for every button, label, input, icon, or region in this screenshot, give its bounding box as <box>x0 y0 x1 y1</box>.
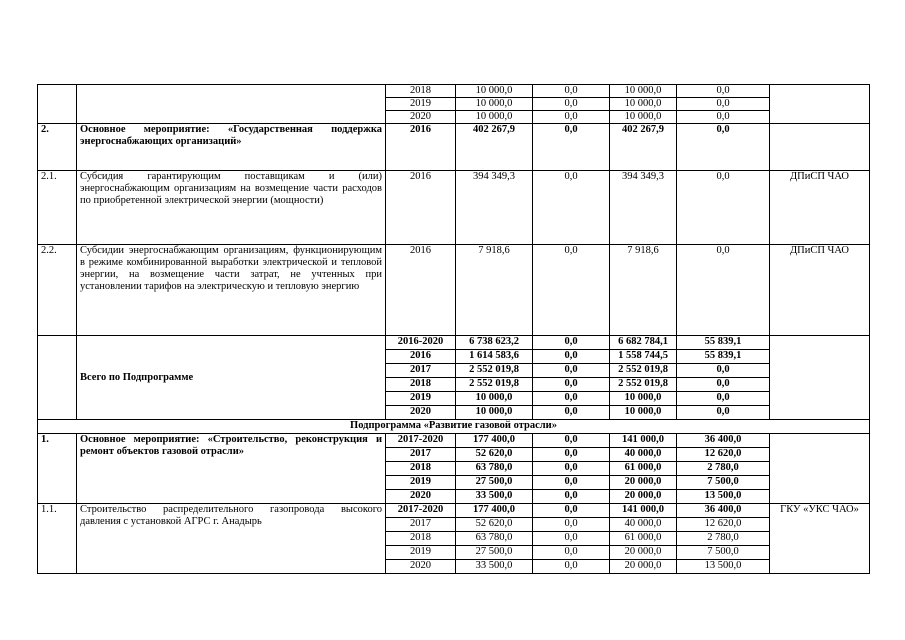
regional-cell: 61 000,0 <box>610 462 677 476</box>
other-cell: 0,0 <box>677 406 770 420</box>
total-cell: 2 552 019,8 <box>456 378 533 392</box>
name-cell <box>77 85 386 124</box>
total-cell: 52 620,0 <box>456 518 533 532</box>
total-cell: 27 500,0 <box>456 476 533 490</box>
year-cell: 2018 <box>386 532 456 546</box>
other-cell: 0,0 <box>677 111 770 124</box>
responsible-cell <box>770 336 870 420</box>
year-cell: 2016 <box>386 171 456 245</box>
federal-cell: 0,0 <box>533 518 610 532</box>
regional-cell: 2 552 019,8 <box>610 364 677 378</box>
budget-table-page <box>37 84 869 574</box>
federal-cell: 0,0 <box>533 98 610 111</box>
item-number: 2.1. <box>38 171 77 245</box>
total-cell: 52 620,0 <box>456 448 533 462</box>
federal-cell: 0,0 <box>533 336 610 350</box>
total-cell: 177 400,0 <box>456 504 533 518</box>
regional-cell: 394 349,3 <box>610 171 677 245</box>
total-cell: 33 500,0 <box>456 490 533 504</box>
federal-cell: 0,0 <box>533 448 610 462</box>
other-cell: 0,0 <box>677 124 770 171</box>
regional-cell: 10 000,0 <box>610 406 677 420</box>
federal-cell: 0,0 <box>533 85 610 98</box>
item-number: 2. <box>38 124 77 171</box>
other-cell: 0,0 <box>677 98 770 111</box>
federal-cell: 0,0 <box>533 560 610 574</box>
federal-cell: 0,0 <box>533 462 610 476</box>
year-cell: 2018 <box>386 378 456 392</box>
budget-table <box>37 84 870 574</box>
year-cell: 2020 <box>386 111 456 124</box>
responsible-cell <box>770 434 870 504</box>
other-cell: 36 400,0 <box>677 434 770 448</box>
total-cell: 6 738 623,2 <box>456 336 533 350</box>
other-cell: 7 500,0 <box>677 476 770 490</box>
federal-cell: 0,0 <box>533 532 610 546</box>
item-number: 1. <box>38 434 77 504</box>
other-cell: 13 500,0 <box>677 560 770 574</box>
regional-cell: 141 000,0 <box>610 504 677 518</box>
federal-cell: 0,0 <box>533 245 610 336</box>
year-cell: 2017 <box>386 364 456 378</box>
federal-cell: 0,0 <box>533 111 610 124</box>
federal-cell: 0,0 <box>533 504 610 518</box>
year-cell: 2020 <box>386 490 456 504</box>
total-cell: 2 552 019,8 <box>456 364 533 378</box>
regional-cell: 61 000,0 <box>610 532 677 546</box>
year-cell: 2019 <box>386 98 456 111</box>
responsible-cell <box>770 124 870 171</box>
regional-cell: 7 918,6 <box>610 245 677 336</box>
regional-cell: 10 000,0 <box>610 85 677 98</box>
table-row <box>38 245 870 336</box>
total-cell: 63 780,0 <box>456 462 533 476</box>
total-cell: 1 614 583,6 <box>456 350 533 364</box>
regional-cell: 40 000,0 <box>610 518 677 532</box>
year-cell: 2020 <box>386 560 456 574</box>
other-cell: 0,0 <box>677 245 770 336</box>
year-cell: 2019 <box>386 392 456 406</box>
responsible-cell <box>770 85 870 124</box>
federal-cell: 0,0 <box>533 350 610 364</box>
regional-cell: 2 552 019,8 <box>610 378 677 392</box>
year-cell: 2020 <box>386 406 456 420</box>
subtotal-row <box>38 336 870 350</box>
year-cell: 2016 <box>386 350 456 364</box>
num-cell <box>38 336 77 420</box>
table-row <box>38 124 870 171</box>
total-cell: 10 000,0 <box>456 85 533 98</box>
total-cell: 7 918,6 <box>456 245 533 336</box>
year-cell: 2017-2020 <box>386 504 456 518</box>
other-cell: 55 839,1 <box>677 350 770 364</box>
responsible-cell: ГКУ «УКС ЧАО» <box>770 504 870 574</box>
num-cell <box>38 85 77 124</box>
other-cell: 2 780,0 <box>677 532 770 546</box>
federal-cell: 0,0 <box>533 546 610 560</box>
total-cell: 10 000,0 <box>456 392 533 406</box>
total-cell: 394 349,3 <box>456 171 533 245</box>
item-name: Основное мероприятие: «Государственная поддержка энергоснабжающих организаций» <box>77 124 386 171</box>
other-cell: 7 500,0 <box>677 546 770 560</box>
regional-cell: 1 558 744,5 <box>610 350 677 364</box>
year-cell: 2017 <box>386 448 456 462</box>
section-header-row <box>38 420 870 434</box>
year-cell: 2018 <box>386 462 456 476</box>
item-name: Строительство распределительного газопровода высокого давления с установкой АГРС г. Анадырь <box>77 504 386 574</box>
federal-cell: 0,0 <box>533 364 610 378</box>
year-cell: 2017 <box>386 518 456 532</box>
other-cell: 12 620,0 <box>677 448 770 462</box>
year-cell: 2016 <box>386 124 456 171</box>
item-name: Субсидия гарантирующим поставщикам и (или) энергоснабжающим организациям на возмещение части расходов по приобретенной электрической энергии (мощности) <box>77 171 386 245</box>
year-cell: 2019 <box>386 546 456 560</box>
responsible-cell: ДПиСП ЧАО <box>770 245 870 336</box>
federal-cell: 0,0 <box>533 476 610 490</box>
total-cell: 177 400,0 <box>456 434 533 448</box>
regional-cell: 20 000,0 <box>610 490 677 504</box>
regional-cell: 10 000,0 <box>610 111 677 124</box>
regional-cell: 20 000,0 <box>610 546 677 560</box>
regional-cell: 6 682 784,1 <box>610 336 677 350</box>
year-cell: 2016 <box>386 245 456 336</box>
year-cell: 2016-2020 <box>386 336 456 350</box>
regional-cell: 20 000,0 <box>610 560 677 574</box>
section-title: Подпрограмма «Развитие газовой отрасли» <box>38 420 870 434</box>
other-cell: 0,0 <box>677 171 770 245</box>
total-cell: 27 500,0 <box>456 546 533 560</box>
federal-cell: 0,0 <box>533 490 610 504</box>
total-cell: 10 000,0 <box>456 98 533 111</box>
item-number: 1.1. <box>38 504 77 574</box>
other-cell: 13 500,0 <box>677 490 770 504</box>
other-cell: 0,0 <box>677 392 770 406</box>
item-name: Субсидии энергоснабжающим организациям, функционирующим в режиме комбинированной выработки электрической и тепловой энергии, на возмещение части затрат, не учтенных при установлении тарифов на электрическую и тепловую энергию <box>77 245 386 336</box>
regional-cell: 20 000,0 <box>610 476 677 490</box>
total-cell: 10 000,0 <box>456 406 533 420</box>
year-cell: 2017-2020 <box>386 434 456 448</box>
table-row <box>38 504 870 518</box>
federal-cell: 0,0 <box>533 124 610 171</box>
total-cell: 63 780,0 <box>456 532 533 546</box>
table-row <box>38 434 870 448</box>
regional-cell: 402 267,9 <box>610 124 677 171</box>
year-cell: 2019 <box>386 476 456 490</box>
total-cell: 402 267,9 <box>456 124 533 171</box>
regional-cell: 141 000,0 <box>610 434 677 448</box>
other-cell: 0,0 <box>677 85 770 98</box>
responsible-cell: ДПиСП ЧАО <box>770 171 870 245</box>
federal-cell: 0,0 <box>533 406 610 420</box>
federal-cell: 0,0 <box>533 171 610 245</box>
other-cell: 0,0 <box>677 378 770 392</box>
total-cell: 10 000,0 <box>456 111 533 124</box>
table-row <box>38 85 870 98</box>
federal-cell: 0,0 <box>533 378 610 392</box>
total-cell: 33 500,0 <box>456 560 533 574</box>
regional-cell: 40 000,0 <box>610 448 677 462</box>
other-cell: 12 620,0 <box>677 518 770 532</box>
regional-cell: 10 000,0 <box>610 98 677 111</box>
other-cell: 36 400,0 <box>677 504 770 518</box>
year-cell: 2018 <box>386 85 456 98</box>
regional-cell: 10 000,0 <box>610 392 677 406</box>
federal-cell: 0,0 <box>533 392 610 406</box>
federal-cell: 0,0 <box>533 434 610 448</box>
other-cell: 2 780,0 <box>677 462 770 476</box>
other-cell: 55 839,1 <box>677 336 770 350</box>
subtotal-label: Всего по Подпрограмме <box>77 336 386 420</box>
item-name: Основное мероприятие: «Строительство, реконструкция и ремонт объектов газовой отрасли» <box>77 434 386 504</box>
item-number: 2.2. <box>38 245 77 336</box>
other-cell: 0,0 <box>677 364 770 378</box>
table-row <box>38 171 870 245</box>
